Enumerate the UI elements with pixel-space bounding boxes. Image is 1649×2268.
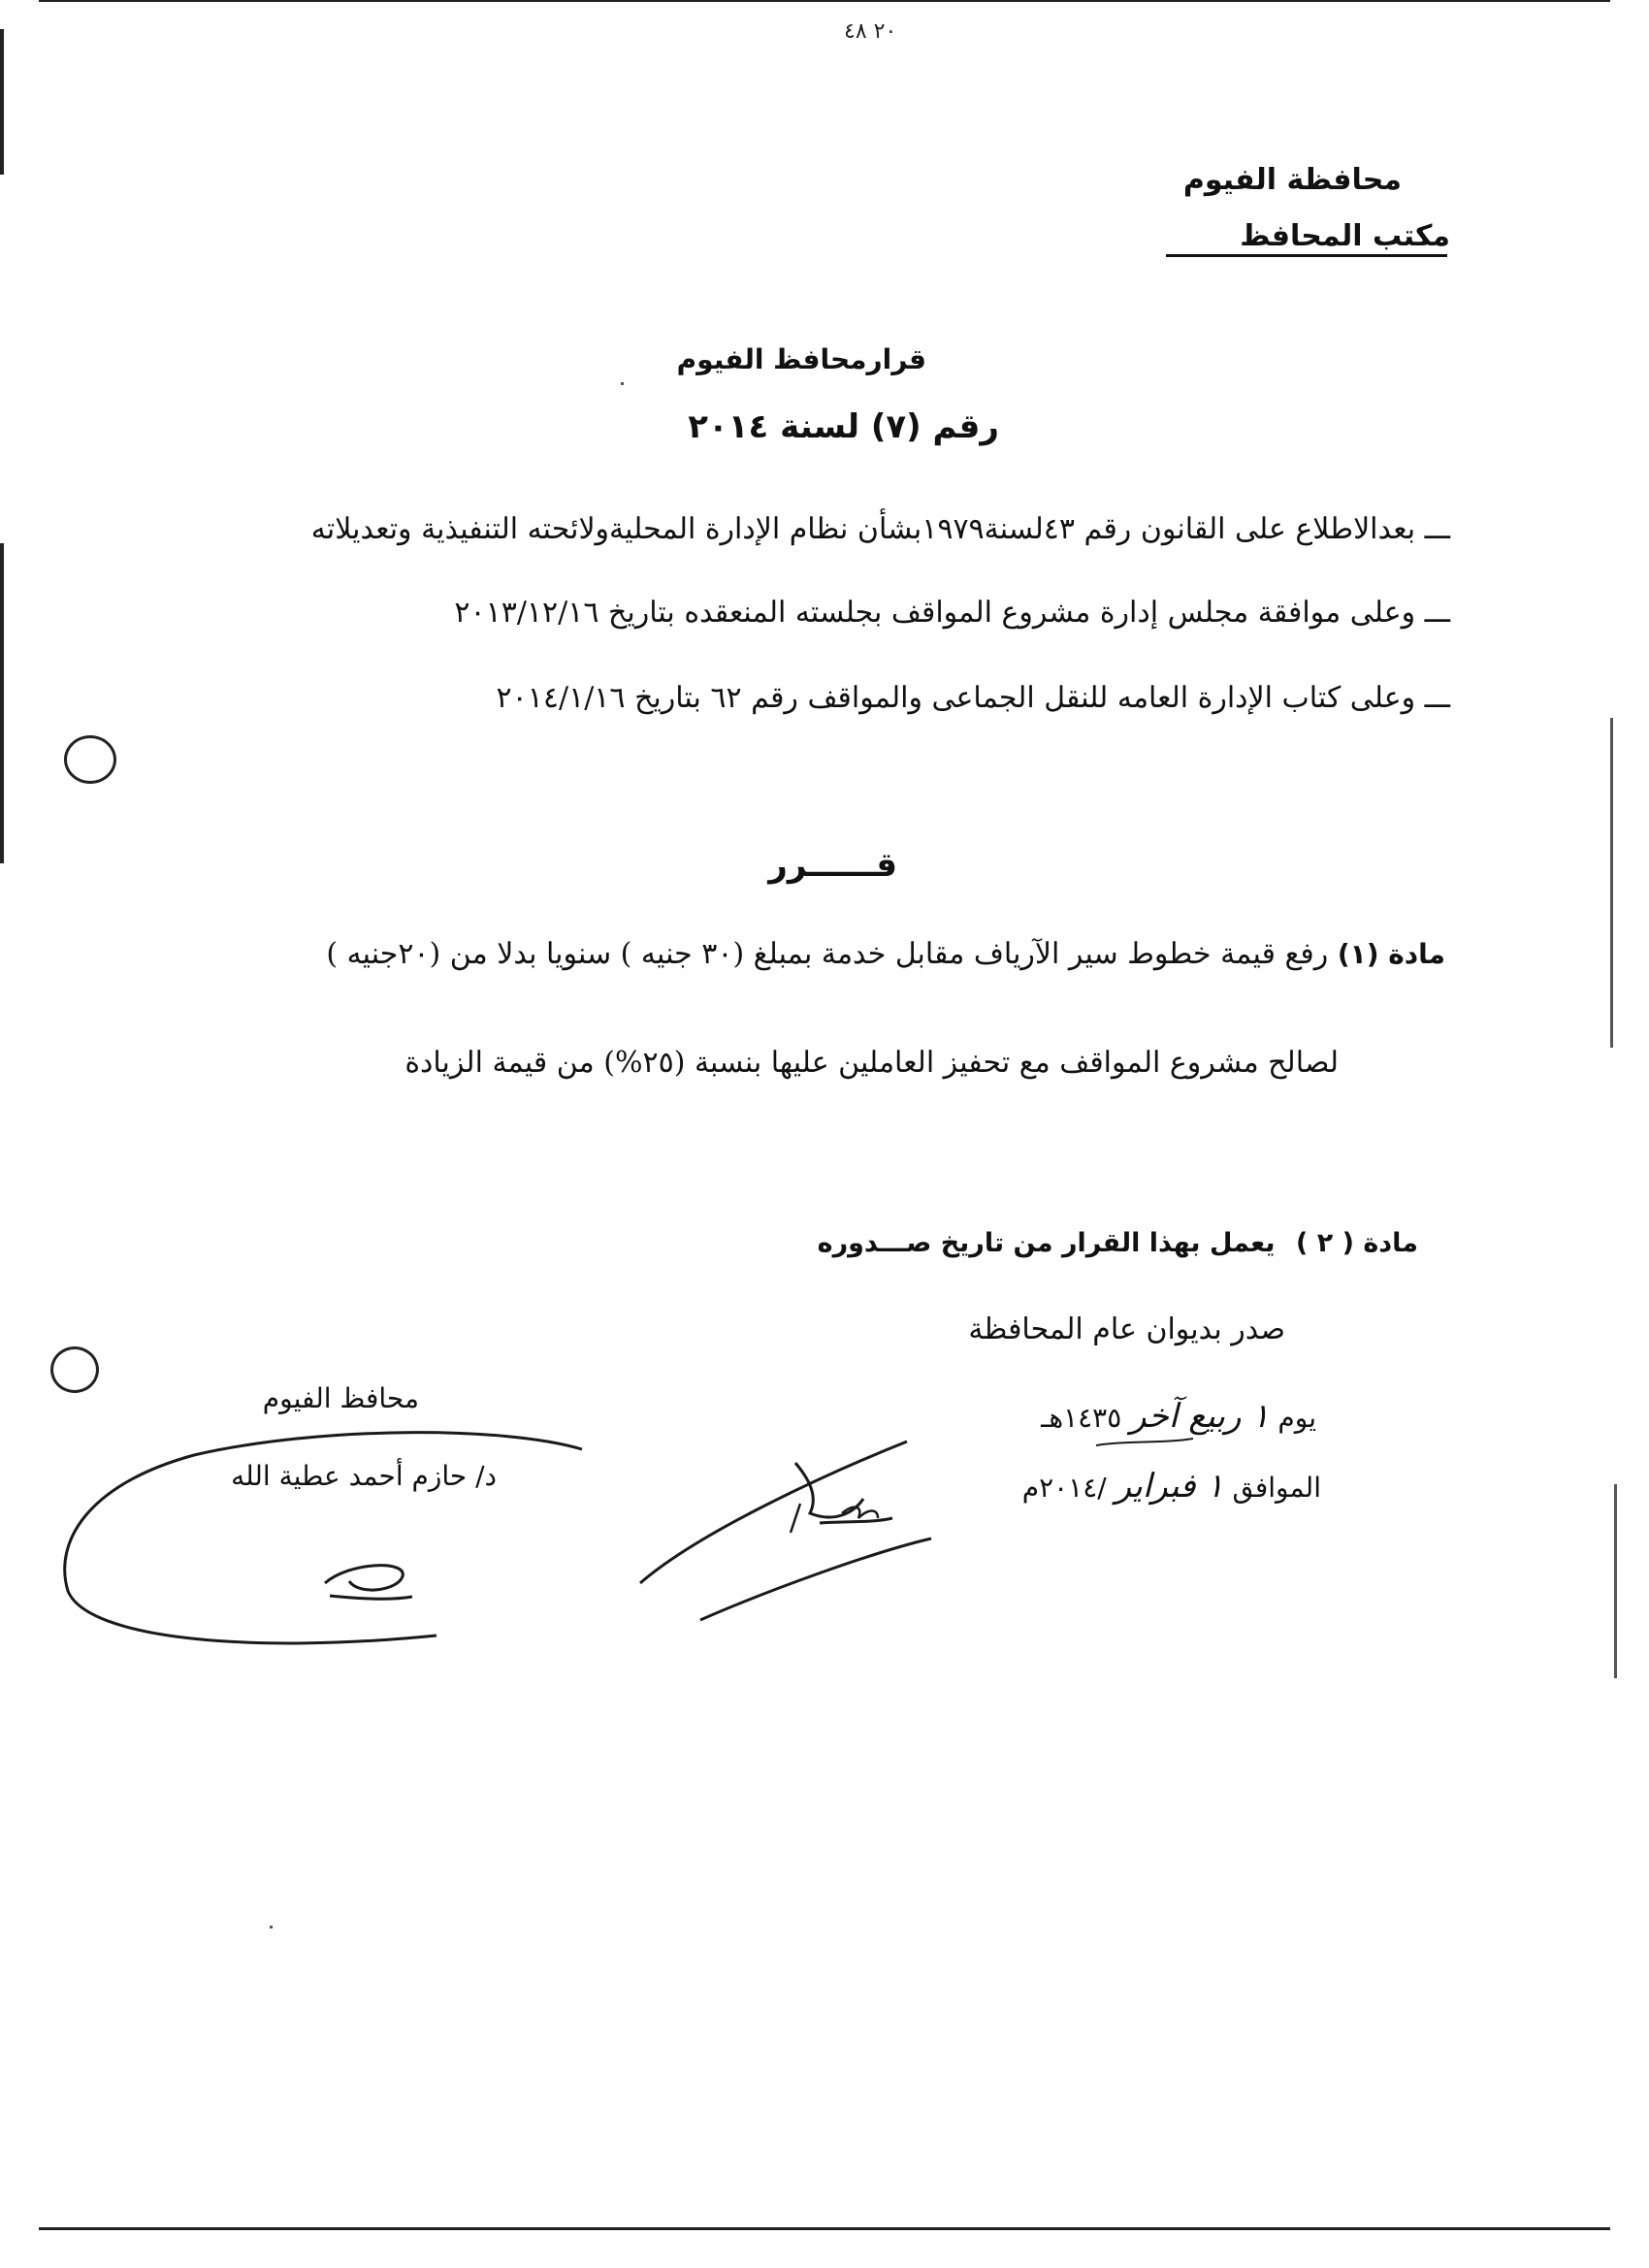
gregorian-handwritten: ١ فبراير <box>1115 1467 1224 1506</box>
hijri-prefix: يوم <box>1277 1402 1316 1434</box>
page-mark: ٢٠ ٤٨ <box>844 19 897 44</box>
governor-initial <box>325 1566 412 1600</box>
hijri-handwritten: ١ ربيع آخر <box>1130 1397 1270 1436</box>
hijri-underline <box>1096 1439 1193 1445</box>
preamble-line-1: ـــ بعدالاطلاع على القانون رقم ٤٣لسنة١٩٧٩بشأن نظام الإدارة المحليةولائحته التنفيذية وتعديلاته <box>310 512 1450 546</box>
preamble-line-2: ـــ وعلى موافقة مجلس إدارة مشروع المواقف بجلسته المنعقده بتاريخ ٢٠١٣/١٢/١٦ <box>454 596 1450 630</box>
article-1-continuation: لصالح مشروع المواقف مع تحفيز العاملين عليها بنسبة (٢٥%) من قيمة الزيادة <box>404 1046 1339 1080</box>
article-1-label: مادة (١) <box>1337 938 1445 970</box>
decision-number: رقم (٧) لسنة ٢٠١٤ <box>688 407 999 446</box>
scan-speck <box>621 382 624 385</box>
decision-heading: قــــــرر <box>768 846 897 885</box>
governor-title: محافظ الفيوم <box>262 1382 419 1414</box>
article-2-text: يعمل بهذا القرار من تاريخ صـــدوره <box>817 1228 1276 1258</box>
scan-speck-2 <box>270 1926 273 1928</box>
governorate-label: محافظة الفيوم <box>1182 163 1402 197</box>
governor-name: د/ حازم أحمد عطية الله <box>231 1460 497 1492</box>
article-2-label: مادة ( ٢ ) <box>1295 1228 1418 1258</box>
office-label: مكتب المحافظ <box>1240 219 1450 253</box>
preamble-line-3: ـــ وعلى كتاب الإدارة العامه للنقل الجماعى والمواقف رقم ٦٢ بتاريخ ٢٠١٤/١/١٦ <box>496 681 1450 715</box>
approval-signature <box>640 1442 931 1620</box>
issued-at: صدر بديوان عام المحافظة <box>968 1312 1285 1346</box>
hijri-suffix: ١٤٣٥هـ <box>1041 1402 1122 1434</box>
governor-signature <box>65 1433 582 1643</box>
article-1-text: رفع قيمة خطوط سير الآرياف مقابل خدمة بمبلغ (٣٠ جنيه ) سنويا بدلا من (٢٠جنيه ) <box>326 937 1329 971</box>
gregorian-prefix: الموافق <box>1232 1472 1321 1504</box>
gregorian-suffix: /٢٠١٤م <box>1021 1472 1107 1504</box>
decision-title: قرارمحافظ الفيوم <box>676 343 926 375</box>
